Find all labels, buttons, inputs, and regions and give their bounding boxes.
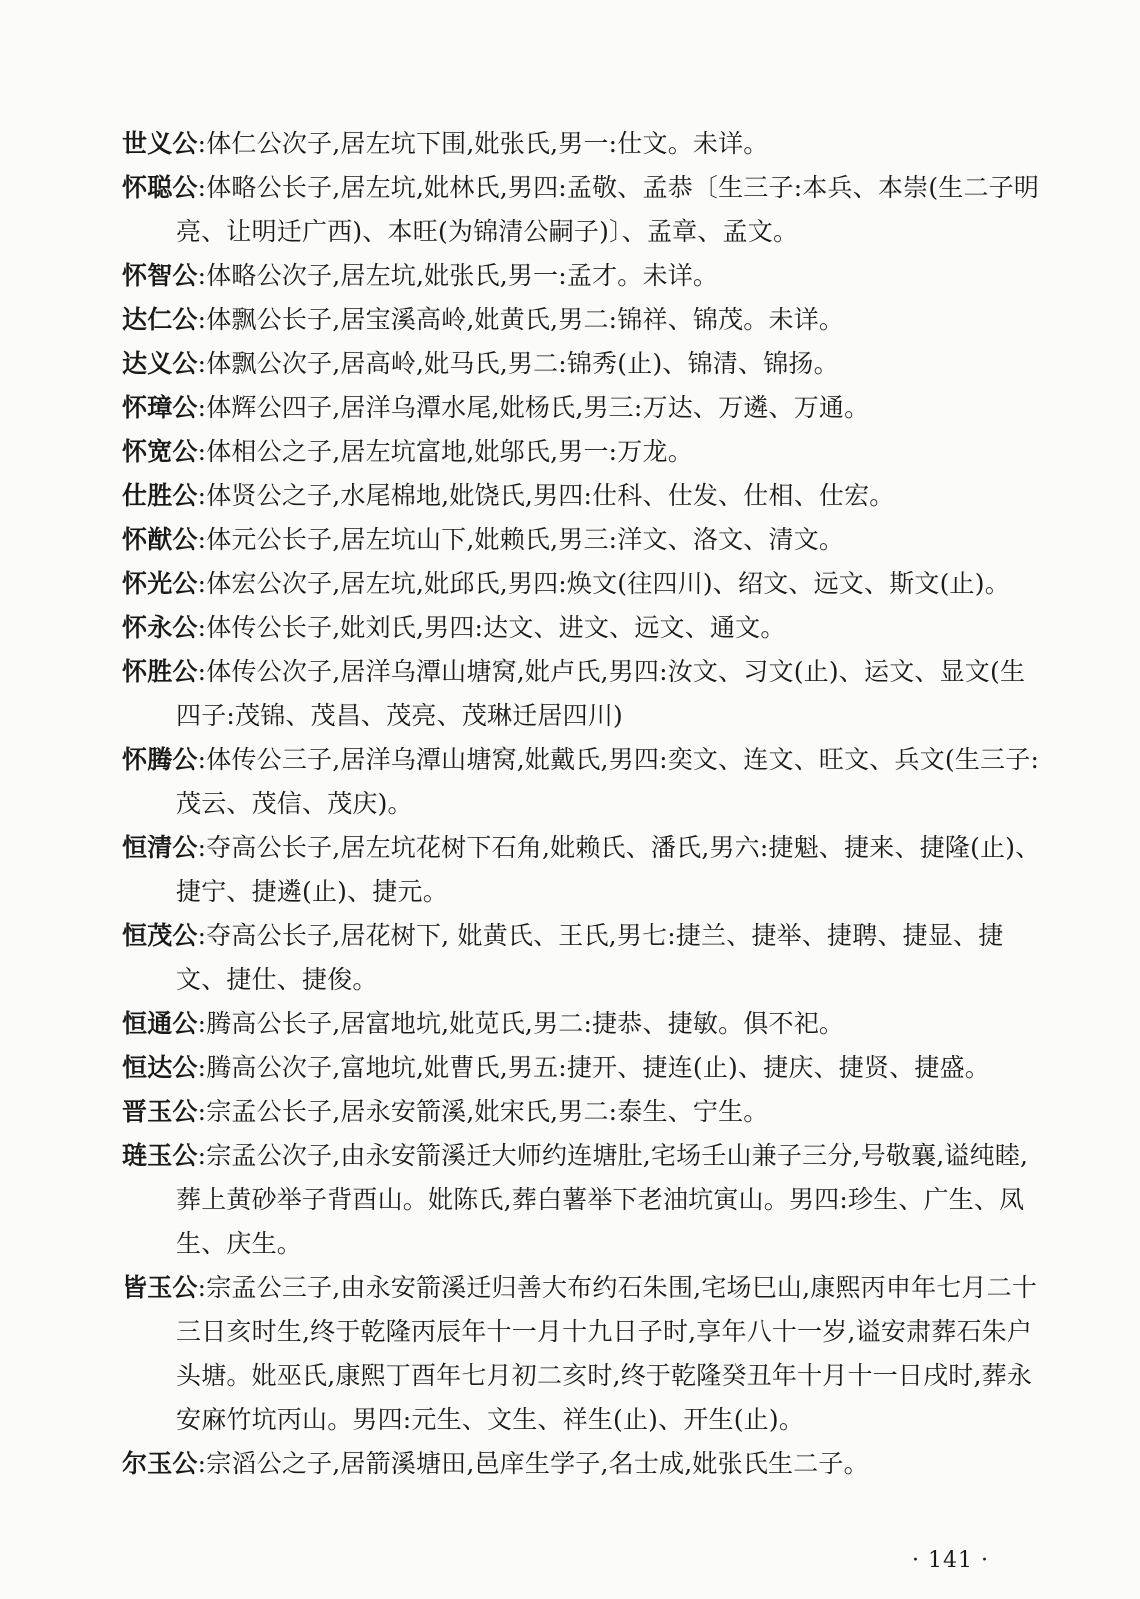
entry-text: :体飘公长子,居宝溪高岭,妣黄氏,男二:锦祥、锦茂。未详。	[197, 305, 845, 334]
entry-name: 晋玉公	[122, 1097, 198, 1126]
entry-name: 怀智公	[122, 261, 198, 290]
entry-name: 怀光公	[122, 569, 198, 598]
entry	[122, 738, 1042, 826]
entry	[122, 1090, 1042, 1134]
entry-text: :体传公三子,居洋乌潭山塘窝,妣戴氏,男四:奕文、连文、旺文、兵文(生三子:茂云、茂信、茂庆)。	[176, 745, 1040, 818]
entry-text: :体仁公次子,居左坑下围,妣张氏,男一:仕文。未详。	[197, 129, 769, 158]
entry-name: 怀猷公	[122, 525, 198, 554]
entry-name: 怀腾公	[122, 745, 198, 774]
entry-name: 怀永公	[122, 613, 198, 642]
entry	[122, 914, 1042, 1002]
entry	[122, 826, 1042, 914]
entry-text: :体飘公次子,居高岭,妣马氏,男二:锦秀(止)、锦清、锦扬。	[197, 349, 839, 378]
entry-name: 尔玉公	[122, 1449, 198, 1478]
entry-text: :体贤公之子,水尾棉地,妣饶氏,男四:仕科、仕发、仕相、仕宏。	[197, 481, 895, 510]
entry	[122, 562, 1042, 606]
entry-name: 达仁公	[122, 305, 198, 334]
entry	[122, 166, 1042, 254]
entry-text: :宗滔公之子,居箭溪塘田,邑庠生学子,名士成,妣张氏生二子。	[197, 1449, 869, 1478]
entry-text: :夺高公长子,居花树下, 妣黄氏、王氏,男七:捷兰、捷举、捷聘、捷显、捷文、捷仕、捷俊。	[176, 921, 1004, 994]
entry-name: 怀璋公	[122, 393, 198, 422]
entry-text: :体元公长子,居左坑山下,妣赖氏,男三:洋文、洛文、清文。	[197, 525, 845, 554]
entry	[122, 518, 1042, 562]
entry-text: :体传公次子,居洋乌潭山塘窝,妣卢氏,男四:汝文、习文(止)、运文、显文(生四子:茂锦、茂昌、茂亮、茂琳迁居四川)	[176, 657, 1026, 730]
entry-text: :体宏公次子,居左坑,妣邱氏,男四:焕文(往四川)、绍文、远文、斯文(止)。	[197, 569, 1010, 598]
entry-name: 怀宽公	[122, 437, 198, 466]
entry-name: 仕胜公	[122, 481, 198, 510]
entry	[122, 1046, 1042, 1090]
entry	[122, 430, 1042, 474]
entry-name: 恒达公	[122, 1053, 198, 1082]
entry-name: 达义公	[122, 349, 198, 378]
entry	[122, 474, 1042, 518]
entry	[122, 650, 1042, 738]
entry	[122, 1442, 1042, 1486]
entry-text: :体略公次子,居左坑,妣张氏,男一:孟才。未详。	[197, 261, 719, 290]
page-number: · 141 ·	[912, 1548, 989, 1573]
entry	[122, 298, 1042, 342]
entry-text: :腾高公次子,富地坑,妣曹氏,男五:捷开、捷连(止)、捷庆、捷贤、捷盛。	[197, 1053, 991, 1082]
entry	[122, 386, 1042, 430]
entry-text: :体传公长子,妣刘氏,男四:达文、进文、远文、通文。	[197, 613, 786, 642]
entry-text: :宗孟公三子,由永安箭溪迁归善大布约石朱围,宅场巳山,康熙丙申年七月二十三日亥时生,终于乾隆丙辰年十一月十九日子时,享年八十一岁,谥安肃葬石朱户头塘。妣巫氏,康熙丁酉年七月初二亥时,终于乾隆癸丑年十月十一日戌时,葬永安麻竹坑丙山。男四:元生、文生、祥生(止)、开生(止)。	[176, 1273, 1038, 1434]
entry-name: 恒茂公	[122, 921, 198, 950]
entry	[122, 1134, 1042, 1266]
entry-text: :体略公长子,居左坑,妣林氏,男四:孟敬、孟恭〔生三子:本兵、本崇(生二子明亮、让明迁广西)、本旺(为锦清公嗣子)〕、孟章、孟文。	[176, 173, 1040, 246]
entry	[122, 1266, 1042, 1442]
entry-name: 世义公	[122, 129, 198, 158]
entry-text: :腾高公长子,居富地坑,妣苋氏,男二:捷恭、捷敏。俱不祀。	[197, 1009, 845, 1038]
entry-text: :宗孟公次子,由永安箭溪迁大师约连塘肚,宅场壬山兼子三分,号敬襄,谥纯睦,葬上黄砂举子背酉山。妣陈氏,葬白薯举下老油坑寅山。男四:珍生、广生、凤生、庆生。	[176, 1141, 1029, 1258]
entry-text: :体相公之子,居左坑富地,妣邬氏,男一:万龙。	[197, 437, 693, 466]
entry-name: 皆玉公	[122, 1273, 198, 1302]
entry-name: 琏玉公	[122, 1141, 198, 1170]
entry-text: :夺高公长子,居左坑花树下石角,妣赖氏、潘氏,男六:捷魁、捷来、捷隆(止)、捷宁、捷遴(止)、捷元。	[176, 833, 1041, 906]
entry-name: 怀胜公	[122, 657, 198, 686]
entry	[122, 342, 1042, 386]
entry-text: :宗孟公长子,居永安箭溪,妣宋氏,男二:泰生、宁生。	[197, 1097, 769, 1126]
entry	[122, 606, 1042, 650]
entry-name: 恒清公	[122, 833, 198, 862]
entry	[122, 1002, 1042, 1046]
entry	[122, 254, 1042, 298]
entry-name: 怀聪公	[122, 173, 198, 202]
genealogy-entries	[122, 122, 1042, 1486]
entry	[122, 122, 1042, 166]
entry-text: :体辉公四子,居洋乌潭水尾,妣杨氏,男三:万达、万遴、万通。	[197, 393, 870, 422]
entry-name: 恒通公	[122, 1009, 198, 1038]
